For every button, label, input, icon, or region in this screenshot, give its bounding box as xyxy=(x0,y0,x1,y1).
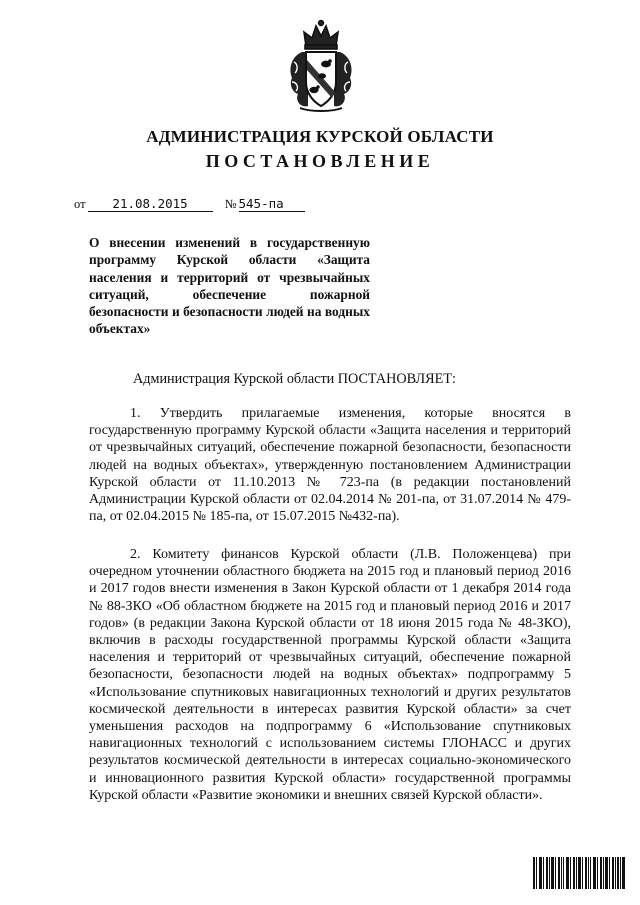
kursk-coat-of-arms-icon xyxy=(286,18,356,114)
paragraph-1-text: 1. Утвердить прилагаемые изменения, которые вносятся в государственную программу Курской области «Защита населения и территорий от чрезвычайных ситуаций, обеспечение пожарной безопасности, безопасности людей на водных объектах», утвержденную постановлением Администрации Курской области от 11.10.2013 № 723-па (в редакции постановлений Администрации Курской области от 02.04.2014 № 201-па, от 31.07.2014 № 479-па, от 02.04.2015 № 185-па, от 15.07.2015 №432-па). xyxy=(89,406,571,525)
date-label: от xyxy=(74,197,86,211)
document-number: 545-па xyxy=(239,197,305,212)
document-date: 21.08.2015 xyxy=(88,197,213,212)
preamble: Администрация Курской области ПОСТАНОВЛЯЕТ: xyxy=(133,371,456,387)
document-subject: О внесении изменений в государственную программу Курской области «Защита населения и территорий от чрезвычайных ситуаций, обеспечение пожарной безопасности и безопасности людей на водных объектах» xyxy=(89,235,370,337)
document-meta xyxy=(74,197,305,212)
barcode-icon xyxy=(533,857,625,889)
paragraph-2-text: 2. Комитету финансов Курской области (Л.В. Положенцева) при очередном уточнении областного бюджета на 2015 год и плановый период 2016 и 2017 годов внести изменения в Закон Курской области от 1 декабря 2014 года № 88-ЗКО «Об областном бюджете на 2015 год и плановый период 2016 и 2017 годов» (в редакции Закона Курской области от 18 июня 2015 года № 48-ЗКО), включив в расходы государственной программы Курской области «Защита населения и территорий от чрезвычайных ситуаций, обеспечение пожарной безопасности, безопасности людей на водных объектах» подпрограмму 5 «Использование спутниковых навигационных технологий и других результатов космической деятельности в интересах развития Курской области» за счет уменьшения расходов на подпрограмму 6 «Использование спутниковых навигационных технологий с использованием системы ГЛОНАСС и других результатов космической деятельности в интересах социально-экономического и инновационного развития Курской области» государственной программы Курской области «Развитие экономики и внешних связей Курской области». xyxy=(89,547,571,803)
number-label: № xyxy=(224,197,237,211)
paragraph-2 xyxy=(89,546,571,804)
document-type: ПОСТАНОВЛЕНИЕ xyxy=(205,151,435,171)
organization-title: АДМИНИСТРАЦИЯ КУРСКОЙ ОБЛАСТИ xyxy=(146,127,494,146)
paragraph-1 xyxy=(89,405,571,525)
